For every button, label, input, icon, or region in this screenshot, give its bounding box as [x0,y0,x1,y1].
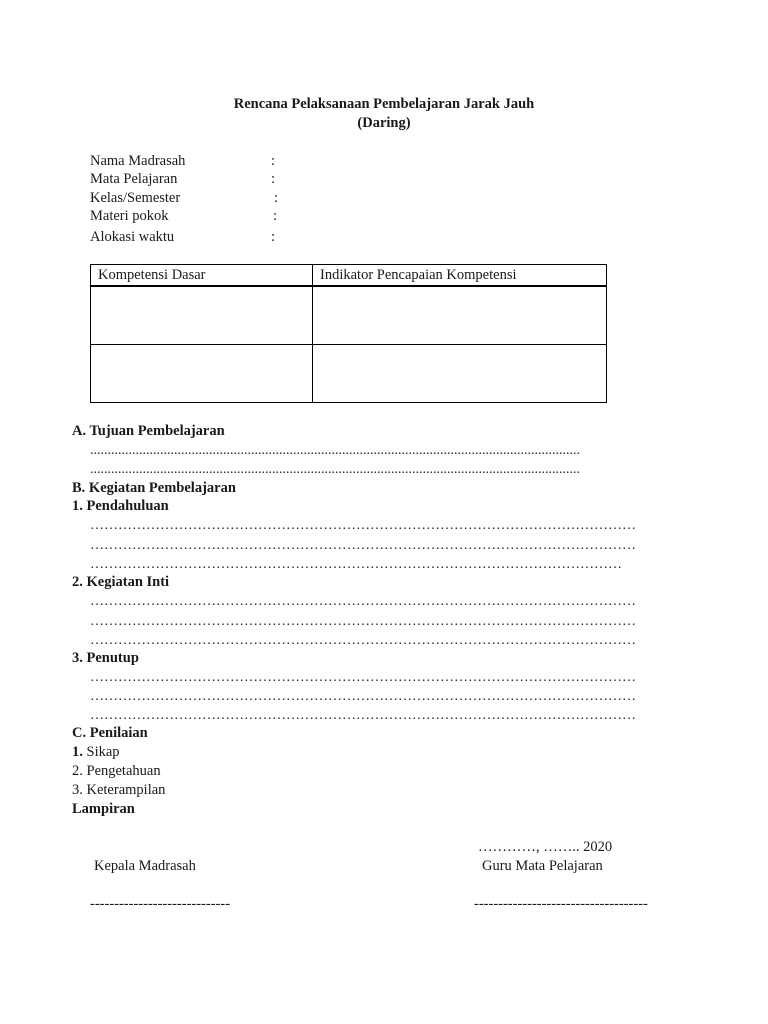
identity-colon: : [271,171,276,187]
document-subtitle: (Daring) [357,115,411,131]
fill-line: ............................................................................................................................................ [90,443,580,458]
signature-date: …………, …….. 2020 [478,839,613,855]
section-b-heading: B. Kegiatan Pembelajaran [72,480,236,496]
table-cell [91,286,313,345]
identity-label-nama-madrasah: Nama Madrasah [90,153,186,169]
assessment-item-pengetahuan [72,762,161,781]
table-cell [313,286,607,345]
assessment-item-text: Sikap [82,744,120,760]
fill-line: ……………………………………………………………………………………………………… [90,689,636,704]
section-c-heading: C. Penilaian [72,725,148,741]
subsection-pendahuluan-heading: 1. Pendahuluan [72,498,169,514]
subsection-penutup-heading: 3. Penutup [72,650,139,666]
table-header-kompetensi-dasar: Kompetensi Dasar [91,265,313,287]
identity-colon: : [273,208,278,224]
fill-line: ……………………………………………………………………………………………………… [90,708,636,723]
competency-table [90,264,607,403]
fill-line: ……………………………………………………………………………………………………… [90,518,636,533]
table-cell [313,345,607,403]
signature-right-line: ------------------------------------ [474,896,648,912]
fill-line: ……………………………………………………………………………………………………… [90,633,636,648]
assessment-item-number: 2. [72,763,83,779]
assessment-item-text: Pengetahuan [82,763,161,779]
identity-colon: : [271,153,276,169]
table-row [91,345,607,403]
table-row [91,286,607,345]
table-cell [91,345,313,403]
lampiran-heading: Lampiran [72,801,135,817]
identity-label-alokasi-waktu: Alokasi waktu [90,229,175,245]
fill-line: ……………………………………………………………………………………………………… [90,614,636,629]
section-a-heading: A. Tujuan Pembelajaran [72,423,225,439]
assessment-item-sikap [72,743,120,762]
fill-line: ……………………………………………………………………………………………………… [90,670,636,685]
signature-left-line: ----------------------------- [90,896,231,912]
assessment-item-number: 3. [72,782,83,798]
fill-line: …………………………………………………………………………………………………… [90,557,622,572]
identity-label-mata-pelajaran: Mata Pelajaran [90,171,178,187]
document-title: Rencana Pelaksanaan Pembelajaran Jarak Jauh [233,96,535,112]
subsection-kegiatan-inti-heading: 2. Kegiatan Inti [72,574,170,590]
identity-label-kelas-semester: Kelas/Semester [90,190,181,206]
signature-left-title: Kepala Madrasah [94,858,196,874]
identity-colon: : [274,190,279,206]
assessment-item-number: 1. [72,744,83,760]
fill-line: ……………………………………………………………………………………………………… [90,538,636,553]
fill-line: ............................................................................................................................................ [90,462,580,477]
identity-colon: : [271,229,276,245]
fill-line: ……………………………………………………………………………………………………… [90,594,636,609]
assessment-item-keterampilan [72,781,165,800]
assessment-item-text: Keterampilan [82,782,166,798]
table-header-indikator: Indikator Pencapaian Kompetensi [313,265,607,287]
signature-right-title: Guru Mata Pelajaran [482,858,603,874]
table-header-row [91,265,607,287]
identity-label-materi-pokok: Materi pokok [90,208,169,224]
